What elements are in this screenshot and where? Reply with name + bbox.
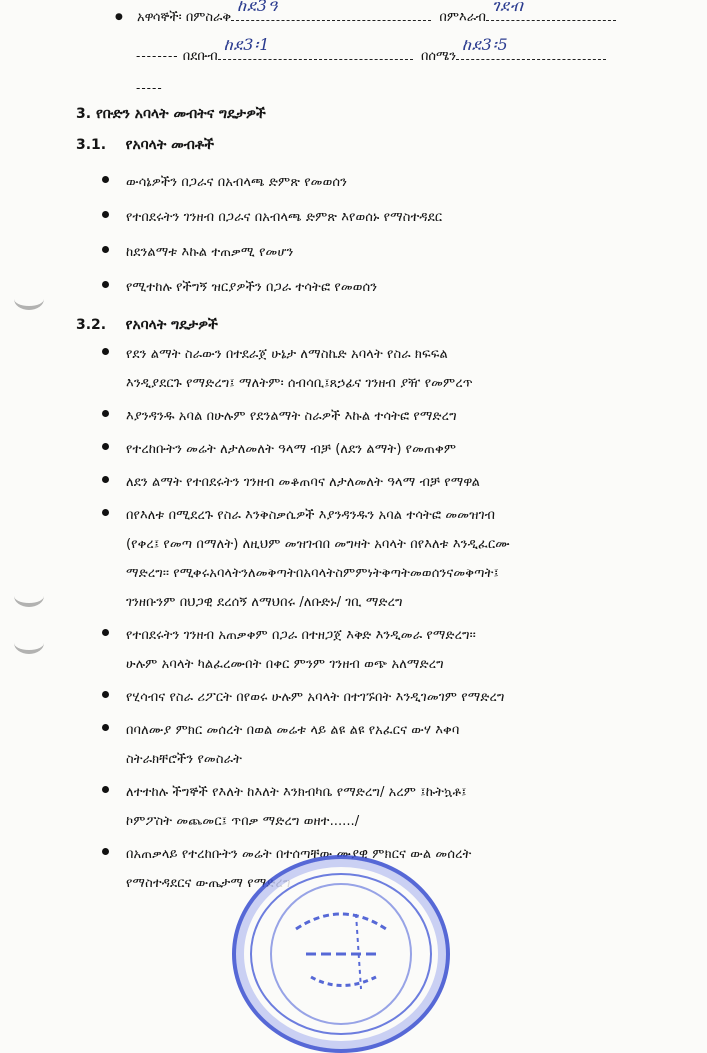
section-3-number: 3. [76, 106, 92, 122]
list-item-line: እያንዳንዱ አባል በሁሉም የደንልማት ስራዎች እኩል ተሳትፎ የማድረግ [126, 409, 457, 424]
list-item [100, 683, 510, 712]
section-3-2-heading [76, 317, 218, 333]
west-value: ገደብ [491, 0, 524, 15]
list-item-line: የተበደሩትን ገንዘብ አጠቃቀም በጋራ በተዘጋጀ እቅድ እንዲመራ የማድረግ፡፡ [126, 628, 476, 643]
list-item-line: የሂሳብና የስራ ሪፖርት በየወሩ ሁሉም አባላት በተገኙበት እንዲገመገም የማድረግ [126, 690, 505, 705]
west-field [486, 0, 616, 21]
section-3-heading [76, 106, 266, 122]
list-item: ውሳኔዎችን በጋራና በአብላጫ ድምጽ የመወሰን [100, 168, 442, 197]
section-3-1-heading [76, 137, 214, 153]
list-item-line: የደን ልማት ስራውን በተደራጀ ሁኔታ ለማስኬድ አባላት የስራ ክፍፍል [126, 347, 448, 362]
south-field [218, 35, 413, 60]
list-item-line: ማድረግ፡፡ የሚቀሩአባላትንለመቅጣትበአባላትስምምነትቅጣትመወሰንናመቅጣት፤ [126, 566, 499, 581]
west-label: በምእራብ [439, 10, 486, 25]
north-value: ከደ3፡5 [462, 35, 509, 54]
section-3-1-number: 3.1. [76, 137, 107, 153]
list-item-line: በአጠቃላይ የተረከቡትን መሬት በተሰጣቸው ሙያዊ ምክርና ውል መሰረት [126, 847, 472, 862]
list-item-line: ገንዘቡንም በህጋዊ ደረሰኝ ለማህበሩ /ለቡድኑ/ ገቢ ማድረግ [126, 595, 403, 610]
list-item: ከደንልማቱ እኩል ተጠቃሚ የመሆን [100, 238, 442, 267]
binder-hole-icon [14, 288, 44, 310]
member-rights-list [100, 168, 442, 308]
list-item [100, 468, 510, 497]
east-value: ከደ3ዓ [237, 0, 279, 15]
list-item-line: ስትራክቸሮችን የመስራት [126, 752, 242, 767]
list-item [100, 621, 510, 679]
member-duties-list [100, 340, 510, 902]
list-item [100, 716, 510, 774]
list-item [100, 435, 510, 464]
list-item-line: (የቀረ፤ የመጣ በማለት) ለዚህም መዝገብበ መግዛት አባላት በየእለቱ እንዲፈርሙ [126, 537, 510, 552]
list-item [100, 501, 510, 617]
list-item: የሚተከሉ የችግኝ ዝርያዎችን በጋራ ተሳትፎ የመወሰን [100, 273, 442, 302]
list-item-line: የተረከቡትን መሬት ለታለመለት ዓላማ ብቻ (ለደን ልማት) የመጠቀም [126, 442, 457, 457]
boundaries-line-2 [136, 35, 606, 64]
boundaries-line-1 [115, 0, 616, 25]
north-field [456, 35, 606, 60]
official-seal-icon [232, 855, 450, 1053]
list-item-line: ሁሉም አባላት ካልፈረሙበት በቀር ምንም ገንዘብ ወጭ አለማድረግ [126, 657, 444, 672]
section-3-2-title: የአባላት ግዴታዎች [125, 317, 218, 333]
list-item [100, 778, 510, 836]
list-item-line: ኮምፖስት መጨመር፤ ጥበቃ ማድረግ ወዘተ....../ [126, 814, 360, 829]
list-item-line: በየእለቱ በሚደረጉ የስራ እንቅስቃሴዎች እያንዳንዱን አባል ተሳትፎ መመዝገብ [126, 508, 496, 523]
south-value: ከደ3፡1 [223, 35, 271, 54]
list-item-line: ለደን ልማት የተበደሩትን ገንዘብ መቆጠባና ለታለመለት ዓላማ ብቻ የማዋል [126, 475, 480, 490]
boundaries-line-3 [136, 81, 163, 96]
section-3-1-title: የአባላት መብቶች [125, 137, 214, 153]
binder-hole-icon [14, 632, 44, 654]
north-label: በሰሜን [420, 49, 457, 64]
south-label: በደቡብ [182, 49, 218, 64]
list-item-line: በባለሙያ ምክር መሰረት በወል መሬቱ ላይ ልዩ ልዩ የአፈርና ውሃ እቀባ [126, 723, 460, 738]
section-3-title: የቡድን አባላት መብትና ግዴታዎች [95, 106, 266, 122]
boundaries-label: አዋሳኞች፡ [137, 10, 182, 25]
list-item: የተበደሩትን ገንዘብ በጋራና በአብላጫ ድምጽ እየወሰኑ የማስተዳደር [100, 203, 442, 232]
list-item-line: እንዲያደርጉ የማድረግ፤ ማለትም፡ ሰብሳቢ፤ጸኃፊና ገንዘብ ያዥ የመምረጥ [126, 376, 473, 391]
east-label: በምስራቅ [185, 10, 232, 25]
lead-dashes: -------- [136, 49, 179, 63]
bullet-icon: ● [115, 12, 123, 22]
list-item-line: ለተተከሉ ችግኞች የእለት ከእለት እንክብካቤ የማድረግ/ አረም ፤ኩትኳቶ፤ [126, 785, 467, 800]
list-item [100, 402, 510, 431]
list-item [100, 340, 510, 398]
section-3-2-number: 3.2. [76, 317, 107, 333]
binder-hole-icon [14, 585, 44, 607]
trailing-dashes: ----- [136, 81, 163, 95]
east-field [231, 0, 431, 21]
list-item-line: የማስተዳደርና ውጤታማ የማድረግ [126, 876, 291, 891]
